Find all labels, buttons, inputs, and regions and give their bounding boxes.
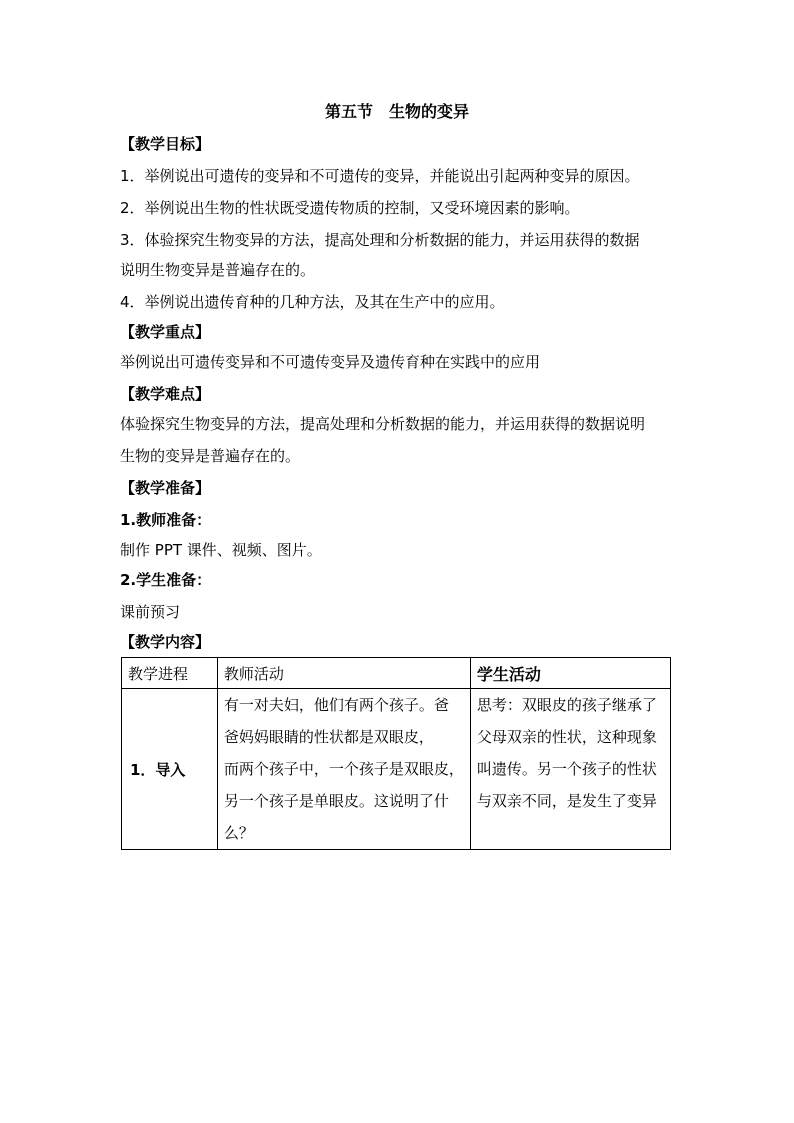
objectives-heading: 【教学目标】 xyxy=(120,135,211,153)
teacher-activity-line: 有一对夫妇，他们有两个孩子。爸 xyxy=(223,696,449,714)
student-activity-line: 父母双亲的性状，这种现象 xyxy=(476,728,657,746)
student-activity-line: 叫遗传。另一个孩子的性状 xyxy=(476,760,657,778)
stage-cell: 1．导入 xyxy=(122,689,218,850)
objective-item: 2．举例说出生物的性状既受遗传物质的控制，又受环境因素的影响。 xyxy=(120,199,580,217)
student-activity-cell xyxy=(470,689,670,850)
teacher-activity-line: 爸妈妈眼睛的性状都是双眼皮， xyxy=(223,728,434,746)
teacher-activity-line: 另一个孩子是单眼皮。这说明了什 xyxy=(223,792,449,810)
teaching-content-table xyxy=(121,657,671,850)
teacher-prep-text: 制作 PPT 课件、视频、图片。 xyxy=(120,541,322,559)
key-points-heading: 【教学重点】 xyxy=(120,323,211,341)
difficulties-text: 生物的变异是普遍存在的。 xyxy=(120,447,301,465)
objective-item: 4．举例说出遗传育种的几种方法，及其在生产中的应用。 xyxy=(120,293,505,311)
student-prep-label: 2.学生准备： xyxy=(120,571,212,589)
table-header-row xyxy=(122,658,671,689)
difficulties-text: 体验探究生物变异的方法，提高处理和分析数据的能力，并运用获得的数据说明 xyxy=(120,415,646,433)
objective-item: 1．举例说出可遗传的变异和不可遗传的变异，并能说出引起两种变异的原因。 xyxy=(120,167,640,185)
table-row xyxy=(122,689,671,850)
student-prep-text: 课前预习 xyxy=(120,603,181,621)
objective-item-continued: 说明生物变异是普遍存在的。 xyxy=(120,261,316,279)
header-student-activity: 学生活动 xyxy=(470,658,670,689)
objective-item: 3．体验探究生物变异的方法，提高处理和分析数据的能力，并运用获得的数据 xyxy=(120,231,640,249)
teacher-activity-line: 么？ xyxy=(223,824,254,842)
teacher-activity-cell xyxy=(217,689,470,850)
content-heading: 【教学内容】 xyxy=(120,633,211,651)
header-teacher-activity: 教师活动 xyxy=(217,658,470,689)
header-stage: 教学进程 xyxy=(122,658,218,689)
key-points-text: 举例说出可遗传变异和不可遗传变异及遗传育种在实践中的应用 xyxy=(120,353,541,371)
student-activity-line: 思考：双眼皮的孩子继承了 xyxy=(476,696,657,714)
preparation-heading: 【教学准备】 xyxy=(120,479,211,497)
teacher-prep-label: 1.教师准备： xyxy=(120,511,212,529)
difficulties-heading: 【教学难点】 xyxy=(120,385,211,403)
student-activity-line: 与双亲不同，是发生了变异 xyxy=(476,792,657,810)
page-title: 第五节 生物的变异 xyxy=(324,102,469,121)
teacher-activity-line: 而两个孩子中，一个孩子是双眼皮， xyxy=(223,760,464,778)
